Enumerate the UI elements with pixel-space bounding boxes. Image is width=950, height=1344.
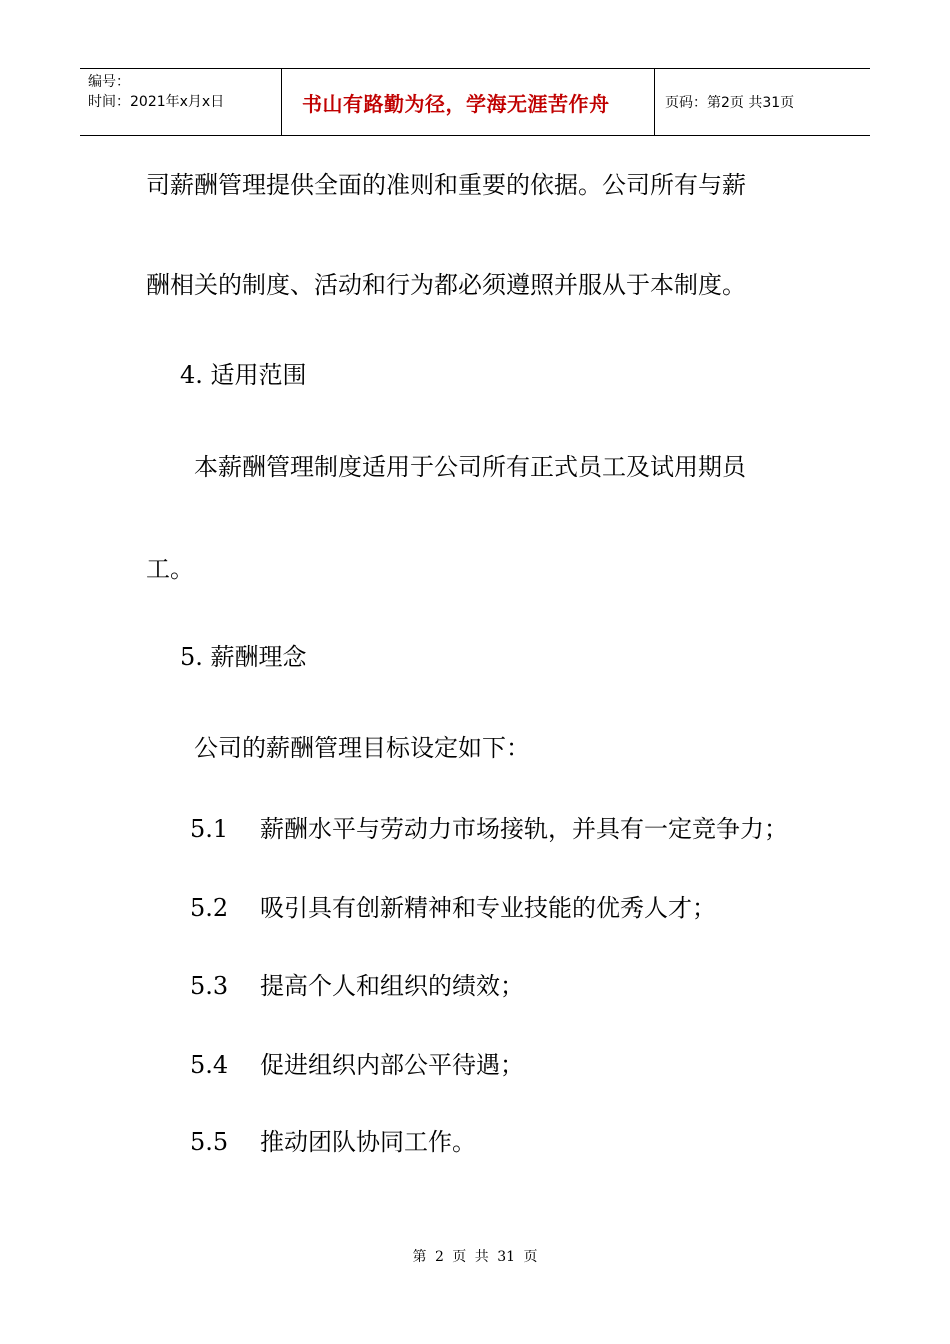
header-page-info: 页码：第2页 共31页: [665, 95, 795, 111]
list-item-number: 5.4: [190, 1051, 229, 1079]
list-item: [190, 814, 788, 844]
section-heading-5: 5. 薪酬理念: [180, 643, 307, 671]
paragraph-line: 酬相关的制度、活动和行为都必须遵照并服从于本制度。: [146, 271, 746, 299]
paragraph-line: 本薪酬管理制度适用于公司所有正式员工及试用期员: [194, 453, 746, 481]
header-number-label: 编号：: [88, 74, 130, 90]
list-item: [190, 1127, 476, 1157]
header-time-label: 时间：2021年x月x日: [88, 94, 225, 110]
list-item-text: 提高个人和组织的绩效；: [260, 972, 524, 1000]
page-footer: 第 2 页 共 31 页: [412, 1249, 538, 1265]
paragraph-line: 司薪酬管理提供全面的准则和重要的依据。公司所有与薪: [146, 171, 746, 199]
list-item-text: 促进组织内部公平待遇；: [260, 1051, 524, 1079]
list-item-number: 5.3: [190, 972, 229, 1000]
list-item-text: 推动团队协同工作。: [260, 1128, 476, 1156]
list-item-text: 吸引具有创新精神和专业技能的优秀人才；: [260, 894, 716, 922]
list-item: [190, 893, 716, 923]
list-item-text: 薪酬水平与劳动力市场接轨，并具有一定竞争力；: [260, 815, 788, 843]
list-item-number: 5.2: [190, 894, 229, 922]
list-item-number: 5.5: [190, 1128, 229, 1156]
list-item-number: 5.1: [190, 815, 229, 843]
page-header: [80, 68, 870, 136]
paragraph-line: 工。: [146, 555, 194, 583]
paragraph-line: 公司的薪酬管理目标设定如下：: [194, 734, 530, 762]
header-meta-cell: [80, 69, 282, 135]
list-item: [190, 1050, 524, 1080]
section-heading-4: 4. 适用范围: [180, 361, 307, 389]
list-item: [190, 971, 524, 1001]
header-motto: 书山有路勤为径，学海无涯苦作舟: [282, 69, 655, 135]
